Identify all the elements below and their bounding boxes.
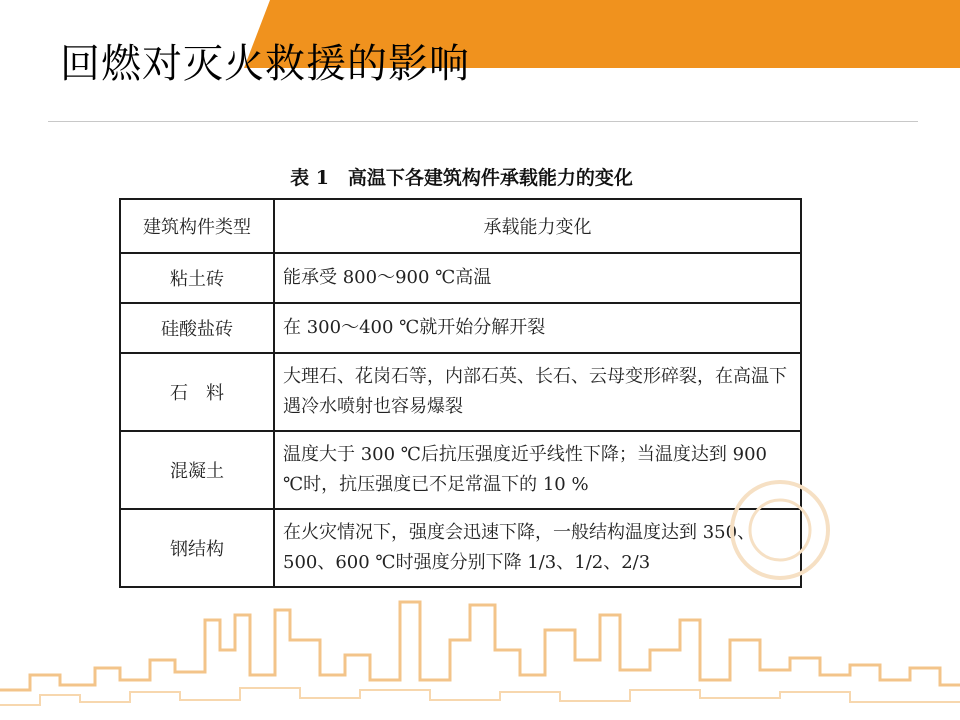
row-change: 温度大于 300 ℃后抗压强度近乎线性下降；当温度达到 900 ℃时，抗压强度已不足常温下的 10 % [274, 431, 801, 509]
row-type: 混凝土 [120, 431, 274, 509]
row-type: 粘土砖 [120, 253, 274, 303]
row-change: 能承受 800～900 ℃高温 [274, 253, 801, 303]
header-component-type: 建筑构件类型 [120, 199, 274, 253]
row-type: 钢结构 [120, 509, 274, 587]
table-row [120, 353, 801, 431]
slide-title: 回燃对灭火救援的影响 [60, 41, 470, 87]
row-type: 石 料 [120, 353, 274, 431]
faint-watermark-logo [720, 460, 840, 600]
table-caption: 表 1 高温下各建筑构件承载能力的变化 [290, 167, 633, 189]
row-change: 在火灾情况下，强度会迅速下降，一般结构温度达到 350、500、600 ℃时强度分别下降 1/3、1/2、2/3 [274, 509, 801, 587]
table-header-row [120, 199, 801, 253]
table-row [120, 509, 801, 587]
title-divider [48, 121, 918, 122]
building-components-table [119, 198, 802, 588]
row-change: 大理石、花岗石等，内部石英、长石、云母变形碎裂，在高温下遇冷水喷射也容易爆裂 [274, 353, 801, 431]
table-row [120, 303, 801, 353]
city-skyline-decoration [0, 580, 960, 720]
table-row [120, 431, 801, 509]
row-change: 在 300～400 ℃就开始分解开裂 [274, 303, 801, 353]
row-type: 硅酸盐砖 [120, 303, 274, 353]
table-row [120, 253, 801, 303]
header-capacity-change: 承载能力变化 [274, 199, 801, 253]
